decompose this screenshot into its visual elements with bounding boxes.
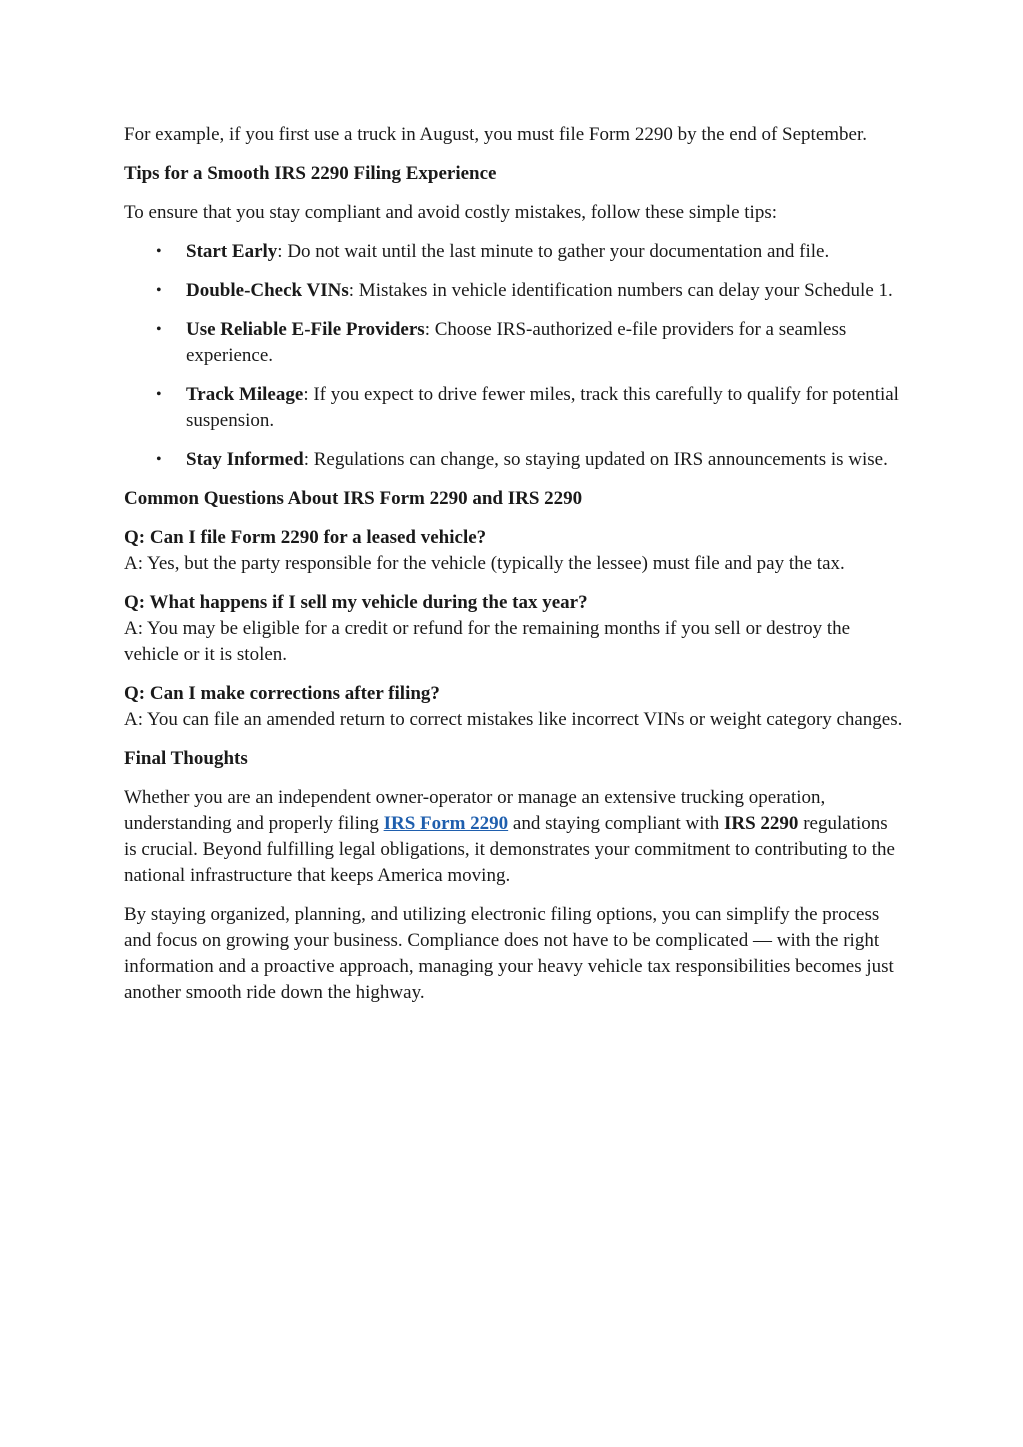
final-paragraph-2: By staying organized, planning, and utilizing electronic filing options, you can simplify the process and focus on growing your business. Compliance does not have to be complicated — with the right information and a proactive approach, managing your heavy vehicle tax responsibilities becomes just another smooth ride down the highway. — [124, 904, 894, 1003]
bullet-icon: • — [156, 451, 162, 468]
tips-heading: Tips for a Smooth IRS 2290 Filing Experience — [124, 163, 497, 184]
tips-lead-paragraph: To ensure that you stay compliant and avoid costly mistakes, follow these simple tips: — [124, 202, 778, 223]
bullet-icon: • — [156, 321, 162, 338]
tip-title: Stay Informed — [186, 449, 304, 470]
bullet-icon: • — [156, 386, 162, 403]
faq-question: Q: Can I file Form 2290 for a leased vehicle? — [124, 527, 487, 548]
bullet-icon: • — [156, 243, 162, 260]
faq-answer: A: You may be eligible for a credit or refund for the remaining months if you sell or destroy the vehicle or it is stolen. — [124, 618, 851, 665]
list-item — [124, 382, 904, 434]
intro-paragraph: For example, if you first use a truck in August, you must file Form 2290 by the end of September. — [124, 124, 868, 145]
final-bold-term: IRS 2290 — [724, 813, 799, 834]
tip-title: Double-Check VINs — [186, 280, 349, 301]
faq-answer: A: Yes, but the party responsible for the vehicle (typically the lessee) must file and pay the tax. — [124, 553, 845, 574]
faq-question: Q: Can I make corrections after filing? — [124, 683, 440, 704]
final-paragraph-1 — [124, 785, 904, 889]
faq-question: Q: What happens if I sell my vehicle during the tax year? — [124, 592, 588, 613]
list-item — [124, 239, 904, 265]
faq-item — [124, 681, 904, 733]
list-item — [124, 447, 904, 473]
faq-item — [124, 590, 904, 668]
tip-text: : If you expect to drive fewer miles, track this carefully to qualify for potential suspension. — [186, 384, 899, 431]
final-text-before: Whether you are an independent owner-operator or manage an extensive trucking operation, understanding and properly filing — [124, 787, 826, 834]
final-heading: Final Thoughts — [124, 748, 248, 769]
document-page — [124, 122, 904, 1019]
tip-text: : Mistakes in vehicle identification numbers can delay your Schedule 1. — [348, 280, 893, 301]
tip-title: Use Reliable E-File Providers — [186, 319, 425, 340]
irs-form-2290-link[interactable]: IRS Form 2290 — [383, 813, 509, 834]
bullet-icon: • — [156, 282, 162, 299]
faq-answer: A: You can file an amended return to correct mistakes like incorrect VINs or weight category changes. — [124, 709, 903, 730]
list-item — [124, 317, 904, 369]
list-item — [124, 278, 904, 304]
tips-list — [124, 239, 904, 473]
tip-text: : Do not wait until the last minute to gather your documentation and file. — [277, 241, 830, 262]
faq-heading: Common Questions About IRS Form 2290 and IRS 2290 — [124, 488, 583, 509]
final-text-after: regulations is crucial. Beyond fulfilling legal obligations, it demonstrates your commitment to contributing to the national infrastructure that keeps America moving. — [124, 813, 895, 886]
tip-text: : Regulations can change, so staying updated on IRS announcements is wise. — [303, 449, 888, 470]
tip-title: Start Early — [186, 241, 278, 262]
tip-text: : Choose IRS-authorized e-file providers for a seamless experience. — [186, 319, 847, 366]
faq-item — [124, 525, 904, 577]
tip-title: Track Mileage — [186, 384, 304, 405]
final-text-middle: and staying compliant with — [508, 813, 724, 834]
